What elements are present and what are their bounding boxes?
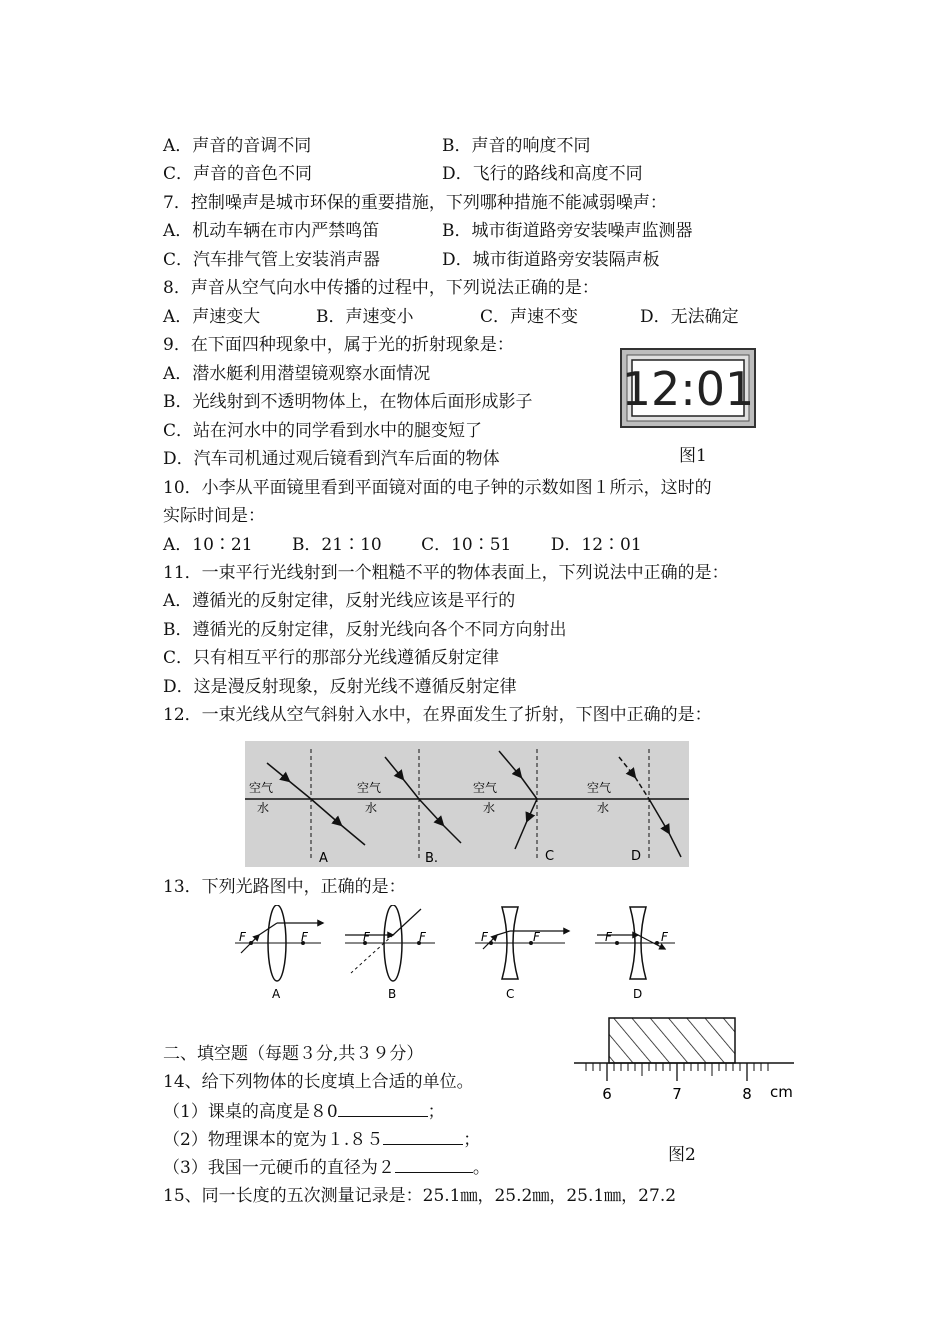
- focus-label-c2: F: [533, 930, 540, 944]
- air-label-d: 空气: [587, 781, 612, 795]
- q9-stem: 9．在下面四种现象中，属于光的折射现象是：: [163, 335, 514, 355]
- air-label-a: 空气: [249, 781, 274, 795]
- option-label-d: D: [631, 849, 642, 864]
- unit-label: cm: [770, 1083, 793, 1101]
- q14-sub-2: [163, 1128, 480, 1151]
- q14-sub-3: [163, 1156, 490, 1179]
- q6-option-b: B．声音的响度不同: [442, 136, 591, 156]
- lens-label-a: A: [272, 987, 281, 1001]
- q7-option-d: D．城市街道路旁安装隔声板: [442, 250, 660, 270]
- q9-option-d: D．汽车司机通过观后镜看到汽车后面的物体: [163, 449, 500, 469]
- q14-blank-2[interactable]: [383, 1128, 463, 1145]
- q10-stem-line1: 10．小李从平面镜里看到平面镜对面的电子钟的示数如图１所示，这时的: [163, 478, 712, 498]
- figure-1-caption: 图1: [679, 446, 707, 466]
- tick-label-8: 8: [742, 1085, 752, 1103]
- tick-label-6: 6: [602, 1085, 612, 1103]
- lens-label-d: D: [633, 987, 643, 1001]
- ruler-figure: [574, 1015, 800, 1107]
- lens-label-c: C: [506, 987, 515, 1001]
- q14-sub-2-text: （2）物理课本的宽为１.８５: [163, 1130, 384, 1150]
- lens-label-b: B: [388, 987, 397, 1001]
- q10-options: A．10∶21 B．21∶10 C．10∶51 D．12∶01: [163, 535, 642, 555]
- water-label-d: 水: [597, 801, 610, 815]
- section-2-heading: 二、填空题（每题３分,共３９分）: [163, 1044, 424, 1064]
- q9-option-c: C．站在河水中的同学看到水中的腿变短了: [163, 421, 483, 441]
- q14-stem: 14、给下列物体的长度填上合适的单位。: [163, 1072, 474, 1092]
- refraction-diagrams: [245, 741, 689, 867]
- q8-option-c: C．声速不变: [480, 307, 579, 327]
- focus-label-b2: F: [419, 930, 426, 944]
- q14-sub-1-end: ；: [427, 1102, 445, 1122]
- q6-option-c: C．声音的音色不同: [163, 164, 313, 184]
- water-label-a: 水: [257, 801, 270, 815]
- q11-stem: 11．一束平行光线射到一个粗糙不平的物体表面上，下列说法中正确的是：: [163, 563, 729, 583]
- q11-option-d: D．这是漫反射现象，反射光线不遵循反射定律: [163, 677, 517, 697]
- focus-label-d2: F: [661, 930, 668, 944]
- q9-option-a: A．潜水艇利用潜望镜观察水面情况: [163, 364, 431, 384]
- q12-stem: 12．一束光线从空气斜射入水中，在界面发生了折射，下图中正确的是：: [163, 705, 712, 725]
- lens-option-d: [595, 907, 675, 1001]
- q14-sub-2-end: ；: [463, 1130, 481, 1150]
- q14-sub-1-text: （1）课桌的高度是８0: [163, 1102, 338, 1122]
- q7-option-b: B．城市街道路旁安装噪声监测器: [442, 221, 693, 241]
- air-label-c: 空气: [473, 781, 498, 795]
- focus-label-a2: F: [301, 930, 308, 944]
- focus-label-b1: F: [363, 930, 370, 944]
- lens-option-c: [475, 907, 569, 1001]
- q7-option-a: A．机动车辆在市内严禁鸣笛: [163, 221, 380, 241]
- water-label-b: 水: [365, 801, 378, 815]
- q6-option-d: D．飞行的路线和高度不同: [442, 164, 643, 184]
- q7-option-c: C．汽车排气管上安装消声器: [163, 250, 381, 270]
- focus-label-c1: F: [481, 930, 488, 944]
- water-label-c: 水: [483, 801, 496, 815]
- focus-label-a1: F: [239, 930, 246, 944]
- lens-option-a: [235, 905, 323, 1001]
- digital-clock-figure: [620, 348, 756, 428]
- ruler-ticks: [586, 1063, 768, 1081]
- q11-option-a: A．遵循光的反射定律，反射光线应该是平行的: [163, 591, 516, 611]
- q8-stem: 8．声音从空气向水中传播的过程中，下列说法正确的是：: [163, 278, 599, 298]
- lens-option-b: [345, 905, 435, 1001]
- option-label-c: C: [545, 849, 555, 864]
- tick-label-7: 7: [672, 1085, 682, 1103]
- focus-label-d1: F: [605, 930, 612, 944]
- q10-stem-line2: 实际时间是：: [163, 506, 265, 526]
- q14-sub-3-end: 。: [472, 1158, 490, 1178]
- measured-block: [609, 1018, 735, 1063]
- q11-option-c: C．只有相互平行的那部分光线遵循反射定律: [163, 648, 500, 668]
- figure-2-caption: 图2: [668, 1145, 696, 1165]
- option-label-a: A: [319, 851, 328, 866]
- q8-option-b: B．声速变小: [316, 307, 414, 327]
- q7-stem: 7．控制噪声是城市环保的重要措施，下列哪种措施不能减弱噪声：: [163, 193, 667, 213]
- q11-option-b: B．遵循光的反射定律，反射光线向各个不同方向射出: [163, 620, 567, 640]
- q14-sub-1: [163, 1100, 445, 1123]
- clock-digits: 12:01: [621, 362, 755, 416]
- q6-option-a: A．声音的音调不同: [163, 136, 312, 156]
- q13-stem: 13．下列光路图中，正确的是：: [163, 877, 406, 897]
- q14-blank-1[interactable]: [338, 1100, 428, 1117]
- q14-blank-3[interactable]: [395, 1156, 473, 1173]
- air-label-b: 空气: [357, 781, 382, 795]
- q15-stem: 15、同一长度的五次测量记录是：25.1㎜，25.2㎜，25.1㎜，27.2: [163, 1186, 677, 1206]
- q8-option-a: A．声速变大: [163, 307, 261, 327]
- q14-sub-3-text: （3）我国一元硬币的直径为２: [163, 1158, 395, 1178]
- q8-option-d: D．无法确定: [640, 307, 739, 327]
- option-label-b: B.: [425, 851, 439, 866]
- q9-option-b: B．光线射到不透明物体上，在物体后面形成影子: [163, 392, 533, 412]
- lens-diagrams: [225, 905, 685, 1005]
